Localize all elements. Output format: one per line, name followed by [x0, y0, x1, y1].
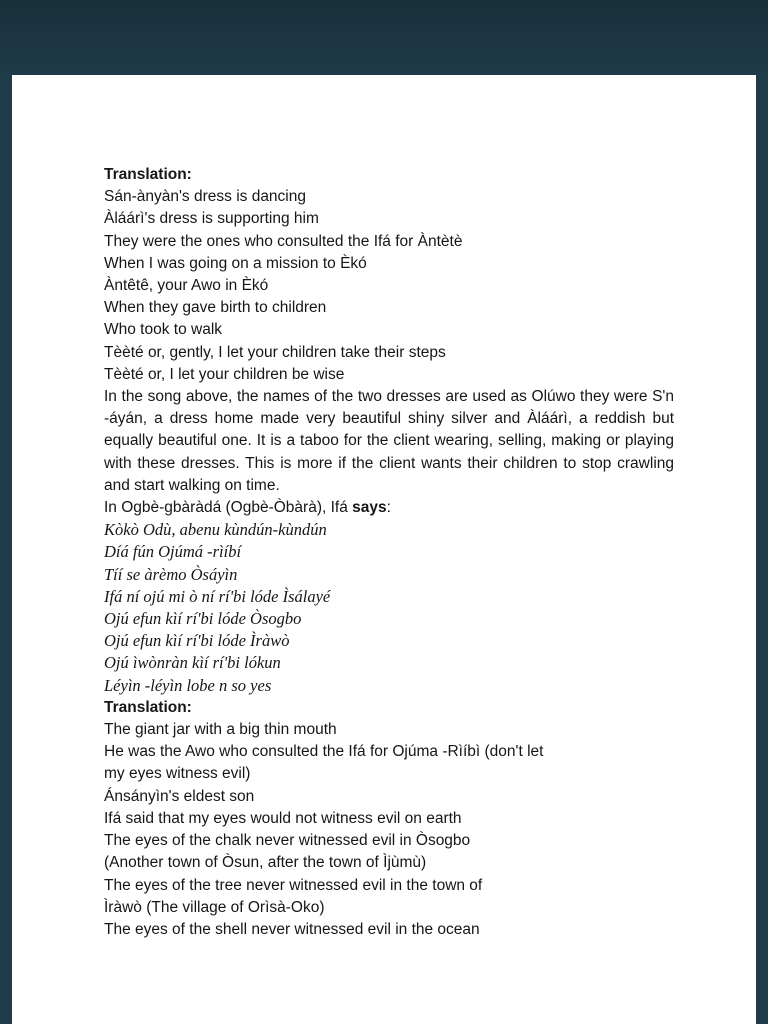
verse-intro-colon: :: [386, 499, 391, 517]
document-body: [104, 164, 674, 941]
text-line: The eyes of the tree never witnessed evil in the town of: [104, 876, 483, 894]
text-line: The eyes of the shell never witnessed evil in the ocean: [104, 920, 480, 938]
text-line: (Another town of Òsun, after the town of Ìjùmù): [104, 854, 427, 872]
yoruba-verse: [104, 519, 674, 697]
verse-intro: [104, 497, 674, 519]
translation-heading-2: Translation:: [104, 698, 192, 716]
text-line: Who took to walk: [104, 321, 223, 339]
text-line: He was the Awo who consulted the Ifá for Ojúma -Rìíbì (don't let: [104, 743, 544, 761]
verse-line: Ifá ní ojú mi ò ní rí'bi lóde Ìsálayé: [104, 586, 331, 606]
text-line: The giant jar with a big thin mouth: [104, 721, 337, 739]
explanation-paragraph: In the song above, the names of the two dresses are used as Olúwo they were S'n -áyán, a dress home made very beautiful shiny silver and Àláárì, a reddish but equally beautiful one. It is a taboo for the client wearing, selling, making or playing with these dresses. This is more if the client wants their children to stop crawling and start walking on time.: [104, 388, 674, 494]
verse-intro-text: In Ogbè-gbàràdá (Ogbè-Òbàrà), Ifá: [104, 499, 348, 517]
text-line: When I was going on a mission to Èkó: [104, 254, 367, 272]
text-line: Àláárì's dress is supporting him: [104, 210, 319, 228]
translation-heading-1: Translation:: [104, 166, 192, 183]
text-line: They were the ones who consulted the Ifá for Àntètè: [104, 232, 463, 250]
text-line: When they gave birth to children: [104, 299, 327, 317]
verse-line: Ojú efun kìí rí'bi lóde Òsogbo: [104, 609, 302, 629]
text-line: Ìràwò (The village of Orìsà-Oko): [104, 898, 325, 916]
text-line: Tèèté or, I let your children be wise: [104, 365, 345, 383]
verse-line: Tíí se àrèmo Òsáyìn: [104, 564, 238, 584]
verse-line: Ojú efun kìí rí'bi lóde Ìràwò: [104, 631, 290, 651]
verse-line: Léyìn -léyìn lobe n so yes: [104, 675, 272, 695]
top-bar: [0, 0, 768, 72]
text-line: Ánsányìn's eldest son: [104, 787, 255, 805]
translation-block-2: [104, 719, 674, 941]
verse-intro-bold: says: [347, 499, 387, 517]
verse-line: Díá fún Ojúmá -rìíbí: [104, 542, 242, 562]
text-line: Ifá said that my eyes would not witness evil on earth: [104, 809, 462, 827]
text-line: Sán-ànyàn's dress is dancing: [104, 188, 306, 206]
text-line: Tèèté or, gently, I let your children take their steps: [104, 343, 446, 361]
text-line: Àntêtê, your Awo in Èkó: [104, 277, 269, 295]
document-page: [12, 75, 756, 1024]
verse-line: Kòkò Odù, abenu kùndún-kùndún: [104, 520, 327, 540]
text-line: The eyes of the chalk never witnessed evil in Òsogbo: [104, 832, 471, 850]
verse-line: Ojú ìwònràn kìí rí'bi lókun: [104, 653, 281, 673]
translation-block-1: [104, 186, 674, 386]
text-line: my eyes witness evil): [104, 765, 251, 783]
